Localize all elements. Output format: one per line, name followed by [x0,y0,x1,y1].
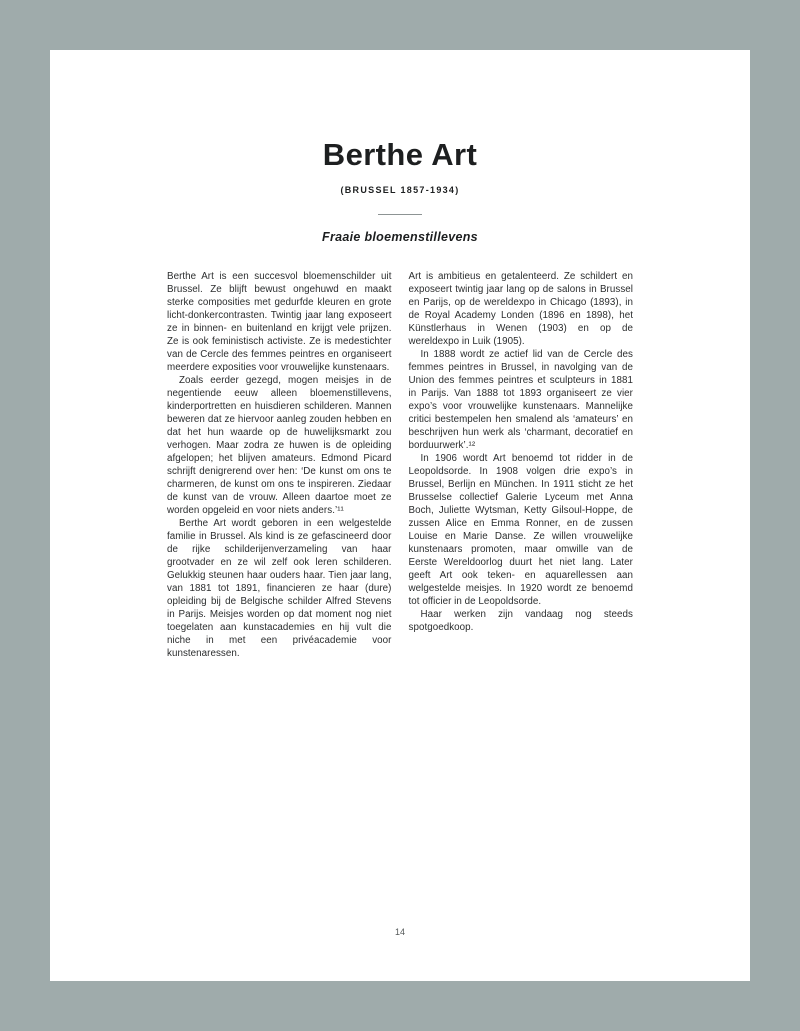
body-paragraph: In 1888 wordt ze actief lid van de Cercle des femmes peintres in Brussel, in navolging van de Union des femmes peintres et sculpteurs in 1881 in Parijs. Van 1888 tot 1893 organiseert ze vier expo’s voor vrouwelijke kunstenaars. Mannelijke critici bestempelen hen smalend als ‘amateurs’ en beschrijven hun werk als ‘charmant, decoratief en borduurwerk’.¹² [408,349,633,452]
page-header [50,50,750,244]
body-text [167,270,633,660]
body-paragraph: Zoals eerder gezegd, mogen meisjes in de negentiende eeuw alleen bloemenstillevens, kinderportretten en huisdieren schilderen. Mannen beweren dat ze hiervoor aanleg zouden hebben en dat het hun waarde op de huwelijksmarkt zou verhogen. Maar zodra ze huwen is de opleiding afgelopen; het blijven amateurs. Edmond Picard schrijft denigrerend over hen: ‘De kunst om ons te charmeren, de kunst om ons te inspireren. Ziedaar de kunst van de vrouw. Alleen daartoe moet ze worden opgeleid en voor niets anders.’¹¹ [167,375,392,517]
page-subtitle: (BRUSSEL 1857-1934) [340,185,460,196]
page-number: 14 [394,927,405,937]
page-title: Berthe Art [322,137,478,172]
left-column [167,270,392,660]
body-paragraph: Haar werken zijn vandaag nog steeds spotgoedkoop. [408,609,633,634]
body-paragraph: Berthe Art wordt geboren in een welgestelde familie in Brussel. Als kind is ze gefascineerd door de rijke schilderijenverzameling van haar grootvader en ze wil zelf ook leren schilderen. Gelukkig steunen haar ouders haar. Tien jaar lang, van 1881 tot 1891, financieren ze haar (dure) opleiding bij de Belgische schilder Alfred Stevens in Parijs. Meisjes worden op dat moment nog niet toegelaten aan kunstacademies en hij vult die niche in met een privéacademie voor kunstenaressen. [167,518,392,660]
right-column [409,270,634,660]
body-paragraph: Art is ambitieus en getalenteerd. Ze schildert en exposeert twintig jaar lang op de salons in Brussel en Parijs, op de wereldexpo in Chicago (1893), in de Royal Academy Londen (1896 en 1898), het Künstlerhaus in Wenen (1903) en op de wereldexpo in Luik (1905). [408,271,633,348]
page-footer [50,927,750,937]
divider-rule [378,214,422,215]
body-paragraph: In 1906 wordt Art benoemd tot ridder in de Leopoldsorde. In 1908 volgen drie expo’s in Brussel, Berlijn en München. In 1911 sticht ze het Brusselse collectief Galerie Lyceum met Anna Boch, Juliette Wytsman, Ketty Gilsoul-Hoppe, de zussen Alice en Emma Ronner, en de zussen Louise en Marie Danse. Ze willen vrouwelijke kunstenaars promoten, maar omwille van de Eerste Wereldoorlog duurt het niet lang. Later geeft Art ook teken- en aquarellessen aan welgestelde meisjes. In 1920 wordt ze benoemd tot officier in de Leopoldsorde. [408,453,633,608]
tagline: Fraaie bloemenstillevens [322,230,478,245]
body-paragraph: Berthe Art is een succesvol bloemenschilder uit Brussel. Ze blijft bewust ongehuwd en maakt sterke composities met gedurfde kleuren en grote licht-donkercontrasten. Twintig jaar lang exposeert ze in binnen- en buitenland en krijgt vele prijzen. Ze is ook feministisch activiste. Ze is medestichter van de Cercle des femmes peintres en organiseert meerdere exposities voor vrouwelijke kunstenaars. [167,271,392,374]
book-page [50,50,750,981]
